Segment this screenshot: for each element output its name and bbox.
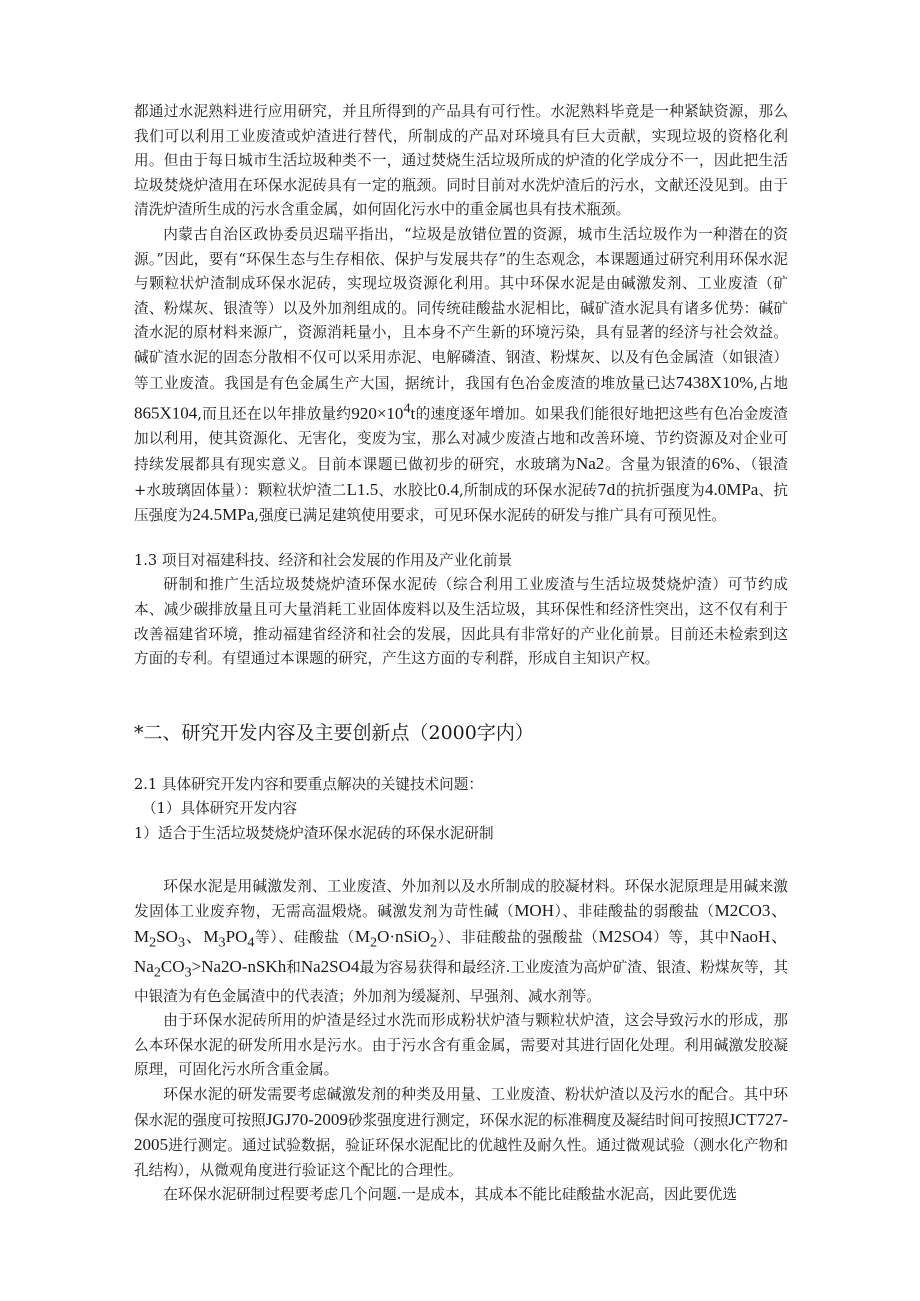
- text-run: 砂浆强度进行测定，环保水泥的标准稠度及凝结时间可按照: [347, 1111, 729, 1129]
- number-run: 24.5MPa: [192, 505, 255, 525]
- number-run: 7438X10%: [675, 372, 754, 392]
- standard-code: JGJ70-2009: [265, 1109, 348, 1129]
- number-run: 865X104: [134, 403, 198, 423]
- text-run: 进行测定。通过试验数据，验证环保水泥配比的优越性及耐久性。通过微观试验（测水化产物和孔结构），从微观角度进行验证这个配比的合理性。: [134, 1137, 788, 1179]
- text-run: 环保水泥的研发需要考虑碱激发剂的种类及用量、工业废渣、粉状炉渣以及污水的配合。其中环保水泥的强度可按照: [134, 1086, 788, 1129]
- text-run: ,所制成的环保水泥砖7d的抗折强度为: [458, 481, 705, 499]
- number-run: 6%: [711, 453, 735, 473]
- text-run: ）、非硅酸盐的强酸盐（: [437, 928, 599, 946]
- paragraph-intro: 都通过水泥熟料进行应用研究，并且所得到的产品具有可行性。水泥熟料毕竟是一种紧缺资源，那么我们可以利用工业废渣或炉渣进行替代，所制成的产品对环境具有巨大贡献，实现垃圾的资格化利用。但由于每日城市生活垃圾种类不一，通过焚烧生活垃圾所成的炉渣的化学成分不一，因此把生活垃圾焚烧炉渣用在环保水泥砖具有一定的瓶颈。同时目前对水洗炉渣后的污水，文献还没见到。由于清洗炉渣所生成的污水含重金属，如何固化污水中的重金属也具有技术瓶颈。: [134, 103, 788, 219]
- formula-run: Na2SO4: [300, 956, 360, 976]
- standard-code: JCT727-2005: [134, 1109, 788, 1155]
- formula-run: $M_2O\cdot nSiO_2$: [354, 926, 438, 951]
- paragraph-considerations: 在环保水泥研制过程要考虑几个问题.一是成本，其成本不能比硅酸盐水泥高，因此要优选: [163, 1186, 737, 1204]
- paragraph-principle: [134, 875, 788, 1010]
- formula-run: M2SO4: [598, 926, 653, 946]
- number-run: $920\times 10^4t$: [351, 400, 416, 423]
- paragraph-standards: [134, 1083, 788, 1183]
- paragraph-ecology: [134, 223, 788, 529]
- number-run: 4.0MPa: [704, 479, 759, 499]
- text-run: 环保水泥是用碱激发剂、工业废渣、外加剂以及水所制成的胶凝材料。环保水泥原理是用碱来激发固体工业废弃物，无需高温煅烧。碱激发剂为苛性碱（: [134, 877, 788, 921]
- text-run: 最为容易获得和最经济.工业废渣为高炉矿渣、银渣、粉煤灰等，其中银渣为有色金属渣中的代表渣；外加剂为缓凝剂、早强剂、减水剂等。: [134, 958, 788, 1005]
- text-run: 的速度逐年增加。如果我们能很好地把这些有色冶金废渣加以利用，使其资源化、无害化，变废为宝，那么对减少废渣占地和改善环境、节约资源及对企业可持续发展都具有现实意义。目前本课题已做初步的研究，水玻璃为: [134, 405, 788, 473]
- text-run: ）等，其中: [652, 928, 730, 946]
- formula-run: MOH: [514, 901, 554, 921]
- text-run: 内蒙古自治区政协委员迟瑞平指出，“垃圾是放错位置的资源，城市生活垃圾作为一种潜在的资源。”因此，要有“环保生态与生存相依、保护与发展共存”的生态观念，本课题通过研究利用环保水泥与颗粒状炉渣制成环保水泥砖，实现垃圾资源化利用。其中环保水泥是由碱激发剂、工业废渣（矿渣、粉煤灰、银渣等）以及外加剂组成的。同传统硅酸盐水泥相比，碱矿渣水泥具有诸多优势：碱矿渣水泥的原材料来源广，资源消耗量小，且本身不产生新的环境污染，具有显著的经济与社会效益。碱矿渣水泥的固态分散相不仅可以采用赤泥、电解磷渣、钢渣、粉煤灰、以及有色金属渣（如银渣）等工业废渣。我国是有色金属生产大国，据统计，我国有色冶金废渣的堆放量已达: [134, 225, 788, 392]
- number-run: L1.5: [346, 479, 379, 499]
- formula-run: M2CO3、$M_2SO_3$、$M_3PO_4$: [134, 901, 788, 951]
- section-heading-1-3: 1.3 项目对福建科技、经济和社会发展的作用及产业化前景: [134, 551, 513, 569]
- section-heading-2-1: 2.1 具体研究开发内容和要重点解决的关键技术问题：: [134, 775, 483, 793]
- formula-run: NaoH、$Na_2CO_3>Na2O$-nSKh: [134, 926, 788, 981]
- text-run: 和: [286, 958, 301, 976]
- text-run: 、水胶比: [378, 481, 438, 499]
- text-run: ,占地: [753, 374, 788, 392]
- text-run: ,强度已满足建筑使用要求，可见环保水泥砖的研发与推广具有可预见性。: [254, 507, 726, 525]
- number-run: Na2: [575, 453, 605, 473]
- text-run: 等）、硅酸盐（: [254, 928, 355, 946]
- paragraph-prospects: 研制和推广生活垃圾焚烧炉渣环保水泥砖（综合利用工业废渣与生活垃圾焚烧炉渣）可节约成本、减少碳排放量且可大量消耗工业固体废料以及生活垃圾，其环保性和经济性突出，这不仅有利于改善福建省环境，推动福建省经济和社会的发展，因此具有非常好的产业化前景。目前还未检索到这方面的专利。有望通过本课题的研究，产生这方面的专利群，形成自主知识产权。: [134, 576, 788, 668]
- number-run: 0.4: [437, 479, 459, 499]
- text-run: 。含量为银渣的: [604, 455, 712, 473]
- text-run: 、抗压强度为: [134, 481, 788, 525]
- subsection-heading: （1）具体研究开发内容: [142, 800, 298, 818]
- text-run: ）、非硅酸盐的弱酸盐（: [553, 903, 715, 921]
- text-run: ,而且还在以年排放量约: [197, 405, 352, 423]
- item-heading: 1）适合于生活垃圾焚烧炉渣环保水泥砖的环保水泥研制: [134, 824, 494, 842]
- chapter-heading-2: *二、研究开发内容及主要创新点（2000字内）: [134, 721, 534, 744]
- paragraph-wastewater: 由于环保水泥砖所用的炉渣是经过水洗而形成粉状炉渣与颗粒状炉渣，这会导致污水的形成，那么本环保水泥的研发所用水是污水。由于污水含有重金属，需要对其进行固化处理。利用碱激发胶凝原理，可固化污水所含重金属。: [134, 1012, 788, 1079]
- text-run: 、（银渣+水玻璃固体量）：颗粒状炉渣二: [134, 455, 788, 499]
